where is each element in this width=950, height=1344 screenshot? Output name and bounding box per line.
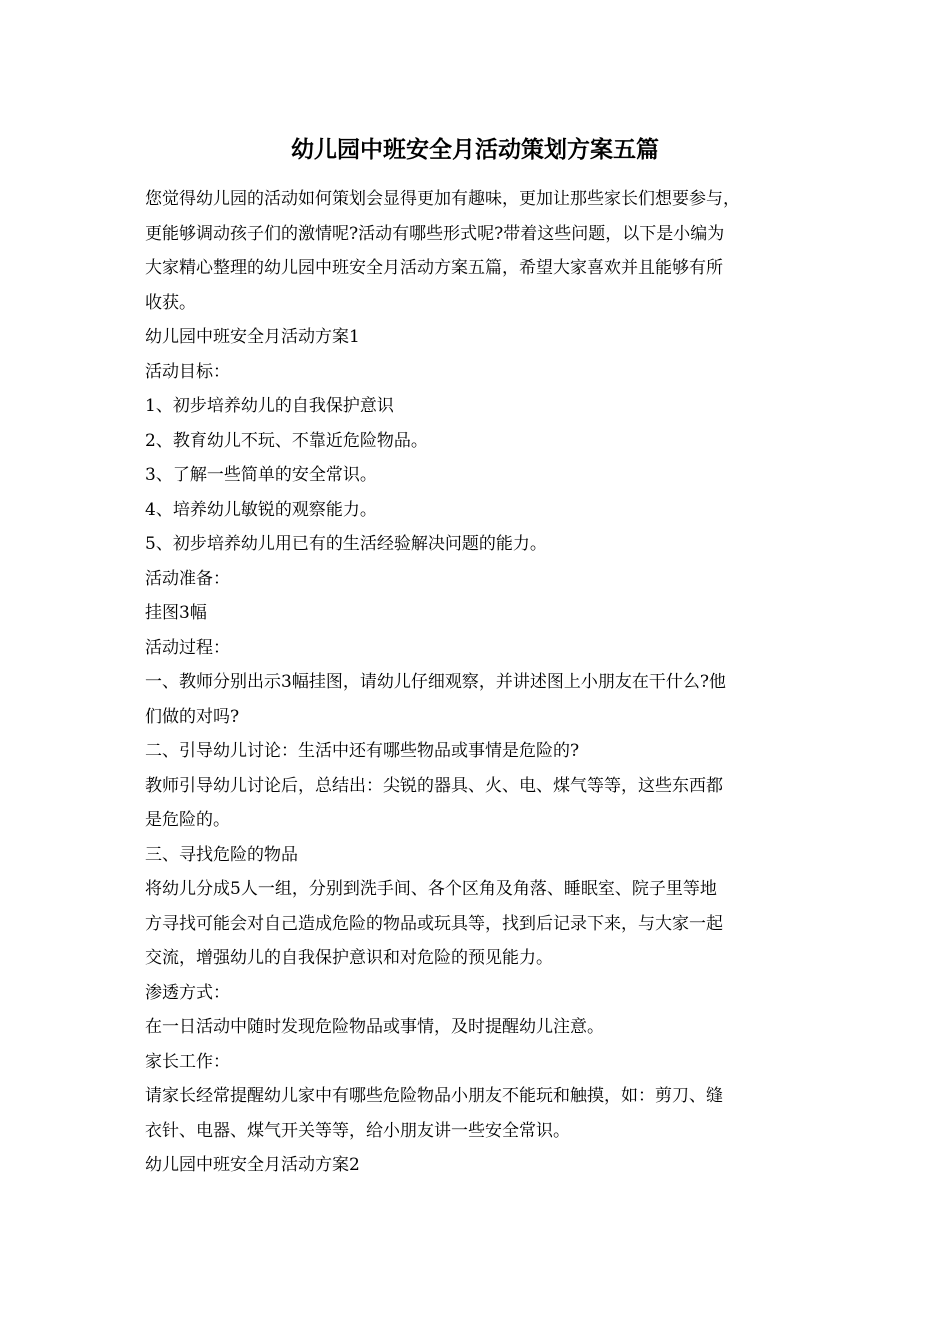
text-line: 活动准备： xyxy=(145,568,230,589)
list-item: 5、初步培养幼儿用已有的生活经验解决问题的能力。 xyxy=(145,534,547,554)
document-title: 幼儿园中班安全月活动策划方案五篇 xyxy=(291,136,659,163)
list-item: 3、了解一些简单的安全常识。 xyxy=(145,465,377,485)
section-heading: 幼儿园中班安全月活动方案2 xyxy=(145,1155,360,1175)
text-line: 二、引导幼儿讨论：生活中还有哪些物品或事情是危险的? xyxy=(145,741,580,761)
document-body xyxy=(145,182,815,1183)
text-line: 收获。 xyxy=(145,292,196,313)
text-line: 衣针、电器、煤气开关等等，给小朋友讲一些安全常识。 xyxy=(145,1120,570,1141)
list-item: 1、初步培养幼儿的自我保护意识 xyxy=(145,396,394,416)
list-item: 4、培养幼儿敏锐的观察能力。 xyxy=(145,499,377,520)
text-line: 活动过程： xyxy=(145,637,230,658)
text-line: 在一日活动中随时发现危险物品或事情，及时提醒幼儿注意。 xyxy=(145,1017,604,1037)
text-line: 交流，增强幼儿的自我保护意识和对危险的预见能力。 xyxy=(145,948,553,968)
text-line: 一、教师分别出示3幅挂图，请幼儿仔细观察，并讲述图上小朋友在干什么?他 xyxy=(145,672,726,692)
text-line: 挂图3幅 xyxy=(145,603,207,623)
text-line: 大家精心整理的幼儿园中班安全月活动方案五篇，希望大家喜欢并且能够有所 xyxy=(145,258,723,278)
text-line: 家长工作： xyxy=(145,1051,230,1072)
text-line: 渗透方式： xyxy=(145,982,230,1003)
section-heading: 幼儿园中班安全月活动方案1 xyxy=(145,327,360,347)
text-line: 教师引导幼儿讨论后，总结出：尖锐的器具、火、电、煤气等等，这些东西都 xyxy=(145,775,723,796)
text-line: 们做的对吗? xyxy=(145,706,240,727)
text-line: 将幼儿分成5人一组，分别到洗手间、各个区角及角落、睡眠室、院子里等地 xyxy=(145,879,717,899)
text-line: 请家长经常提醒幼儿家中有哪些危险物品小朋友不能玩和触摸，如：剪刀、缝 xyxy=(145,1086,723,1106)
list-item: 2、教育幼儿不玩、不靠近危险物品。 xyxy=(145,430,428,451)
text-line: 活动目标： xyxy=(145,361,230,382)
text-line: 您觉得幼儿园的活动如何策划会显得更加有趣味，更加让那些家长们想要参与， xyxy=(145,189,740,209)
text-line: 三、寻找危险的物品 xyxy=(145,844,298,865)
text-line: 是危险的。 xyxy=(145,810,230,830)
text-line: 方寻找可能会对自己造成危险的物品或玩具等，找到后记录下来，与大家一起 xyxy=(145,913,723,934)
text-line: 更能够调动孩子们的激情呢?活动有哪些形式呢?带着这些问题，以下是小编为 xyxy=(145,223,725,244)
